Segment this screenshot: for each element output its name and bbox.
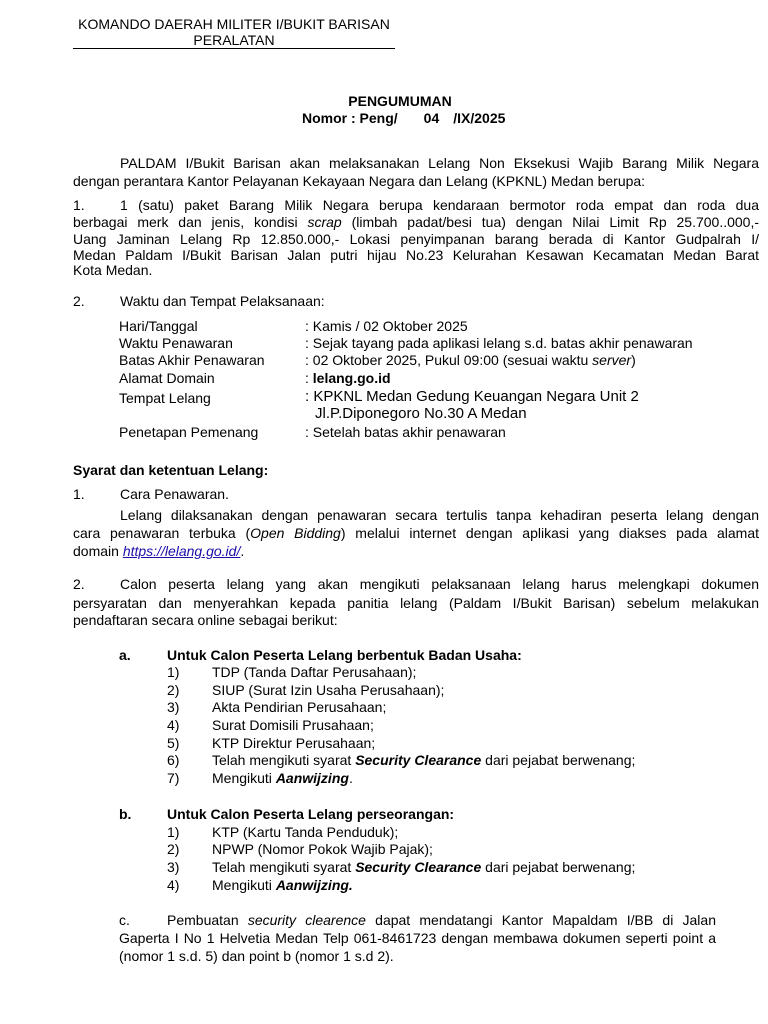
section-a-item-number: 7): [167, 770, 180, 786]
term-1-number: 1.: [73, 486, 85, 502]
schedule-value-bid-time: : Sejak tayang pada aplikasi lelang s.d. batas akhir penawaran: [305, 335, 693, 351]
schedule-value-winner: : Setelah batas akhir penawaran: [305, 424, 506, 440]
letterhead-underline: [73, 48, 395, 49]
item-2-number: 2.: [73, 293, 85, 309]
page-title: PENGUMUMAN: [348, 93, 452, 109]
section-a-item: Surat Domisili Prusahaan;: [212, 717, 374, 733]
section-b-item-number: 1): [167, 824, 180, 840]
schedule-value-venue: : KPKNL Medan Gedung Keuangan Negara Unit 2: [305, 388, 639, 405]
schedule-label-deadline: Batas Akhir Penawaran: [119, 352, 265, 368]
section-b-item-number: 3): [167, 859, 180, 875]
section-b-item-number: 4): [167, 877, 180, 893]
schedule-value-deadline: : 02 Oktober 2025, Pukul 09:00 (sesuai waktu server): [305, 352, 636, 368]
section-a-item: TDP (Tanda Daftar Perusahaan);: [212, 664, 417, 680]
section-c-line-3: (nomor 1 s.d. 5) dan point b (nomor 1 s.d 2).: [119, 948, 394, 964]
section-a-letter: a.: [119, 647, 131, 663]
section-a-item-number: 5): [167, 735, 180, 751]
intro-line-1: PALDAM I/Bukit Barisan akan melaksanakan Lelang Non Eksekusi Wajib Barang Milik Negara: [120, 155, 759, 171]
section-a-title: Untuk Calon Peserta Lelang berbentuk Badan Usaha:: [167, 647, 522, 663]
section-a-item: Telah mengikuti syarat Security Clearance dari pejabat berwenang;: [212, 752, 636, 768]
term-2-line-2: persyaratan dan menyerahkan kepada panitia lelang (Paldam I/Bukit Barisan) sebelum melakukan: [73, 595, 759, 611]
term-1-line-1: Lelang dilaksanakan dengan penawaran secara tertulis tanpa kehadiran peserta lelang dengan: [120, 507, 759, 523]
schedule-label-winner: Penetapan Pemenang: [119, 424, 259, 440]
section-c-line-2: Gaperta I No 1 Helvetia Medan Telp 061-8461723 dengan membawa dokumen seperti point a: [119, 930, 716, 946]
schedule-value-venue-address: Jl.P.Diponegoro No.30 A Medan: [315, 405, 527, 422]
intro-line-2: dengan perantara Kantor Pelayanan Kekayaan Negara dan Lelang (KPKNL) Medan berupa:: [73, 173, 646, 189]
item-2-title: Waktu dan Tempat Pelaksanaan:: [120, 293, 325, 309]
section-b-title: Untuk Calon Peserta Lelang perseorangan:: [167, 806, 455, 822]
letterhead-line-1: KOMANDO DAERAH MILITER I/BUKIT BARISAN: [78, 16, 390, 32]
section-a-item-number: 3): [167, 699, 180, 715]
item-1-line-5: Kota Medan.: [73, 262, 153, 278]
document-number: [302, 110, 505, 126]
section-a-item-number: 6): [167, 752, 180, 768]
nomor-suffix: /IX/2025: [453, 110, 506, 126]
nomor-number: 04: [423, 110, 440, 126]
schedule-label-venue: Tempat Lelang: [119, 390, 211, 406]
section-a-item: SIUP (Surat Izin Usaha Perusahaan);: [212, 682, 445, 698]
section-b-item: Mengikuti Aanwijzing.: [212, 877, 353, 893]
section-b-item: Telah mengikuti syarat Security Clearance dari pejabat berwenang;: [212, 859, 636, 875]
item-1-line-2: berbagai merk dan jenis, kondisi scrap (limbah padat/besi tua) dengan Nilai Limit Rp 25.700..000,-: [73, 214, 760, 230]
section-b-item-number: 2): [167, 841, 180, 857]
section-b-letter: b.: [119, 806, 132, 822]
terms-heading: Syarat dan ketentuan Lelang:: [73, 462, 269, 478]
term-1-title: Cara Penawaran.: [120, 486, 229, 502]
term-1-line-2: cara penawaran terbuka (Open Bidding) melalui internet dengan aplikasi yang diakses pada alamat: [73, 525, 760, 541]
schedule-value-domain: : lelang.go.id: [305, 370, 391, 386]
item-1-line-1: 1 (satu) paket Barang Milik Negara berupa kendaraan bermotor roda empat dan roda dua: [120, 197, 759, 213]
lelang-domain-link[interactable]: https://lelang.go.id/: [122, 543, 241, 559]
term-2-line-3: pendaftaran secara online sebagai berikut:: [73, 612, 338, 628]
section-a-item-number: 4): [167, 717, 180, 733]
term-2-line-1: Calon peserta lelang yang akan mengikuti pelaksanaan lelang harus melengkapi dokumen: [120, 576, 759, 592]
term-1-line-3: domain https://lelang.go.id/.: [73, 543, 245, 559]
schedule-value-date: : Kamis / 02 Oktober 2025: [305, 318, 468, 334]
item-1-line-3: Uang Jaminan Lelang Rp 12.850.000,- Lokasi penyimpanan barang berada di Kantor Gudpalrah I/: [73, 231, 759, 247]
section-b-item: KTP (Kartu Tanda Penduduk);: [212, 824, 399, 840]
item-1-number: 1.: [73, 197, 85, 213]
section-b-item: NPWP (Nomor Pokok Wajib Pajak);: [212, 841, 433, 857]
letterhead-line-2: PERALATAN: [193, 32, 275, 48]
section-a-item-number: 2): [167, 682, 180, 698]
schedule-label-date: Hari/Tanggal: [119, 318, 198, 334]
term-2-number: 2.: [73, 576, 85, 592]
section-c-letter: c.: [119, 912, 130, 928]
nomor-label: Nomor : Peng/: [302, 110, 398, 126]
section-a-item-number: 1): [167, 664, 180, 680]
schedule-label-domain: Alamat Domain: [119, 370, 215, 386]
section-a-item: Akta Pendirian Perusahaan;: [212, 699, 387, 715]
section-a-item: Mengikuti Aanwijzing.: [212, 770, 353, 786]
item-1-line-4: Medan Paldam I/Bukit Barisan Jalan putri hijau No.23 Kelurahan Kesawan Kecamatan Medan Barat: [73, 247, 759, 263]
schedule-label-bid-time: Waktu Penawaran: [119, 335, 233, 351]
section-c-line-1: Pembuatan security clearence dapat mendatangi Kantor Mapaldam I/BB di Jalan: [167, 912, 716, 928]
section-a-item: KTP Direktur Perusahaan;: [212, 735, 376, 751]
